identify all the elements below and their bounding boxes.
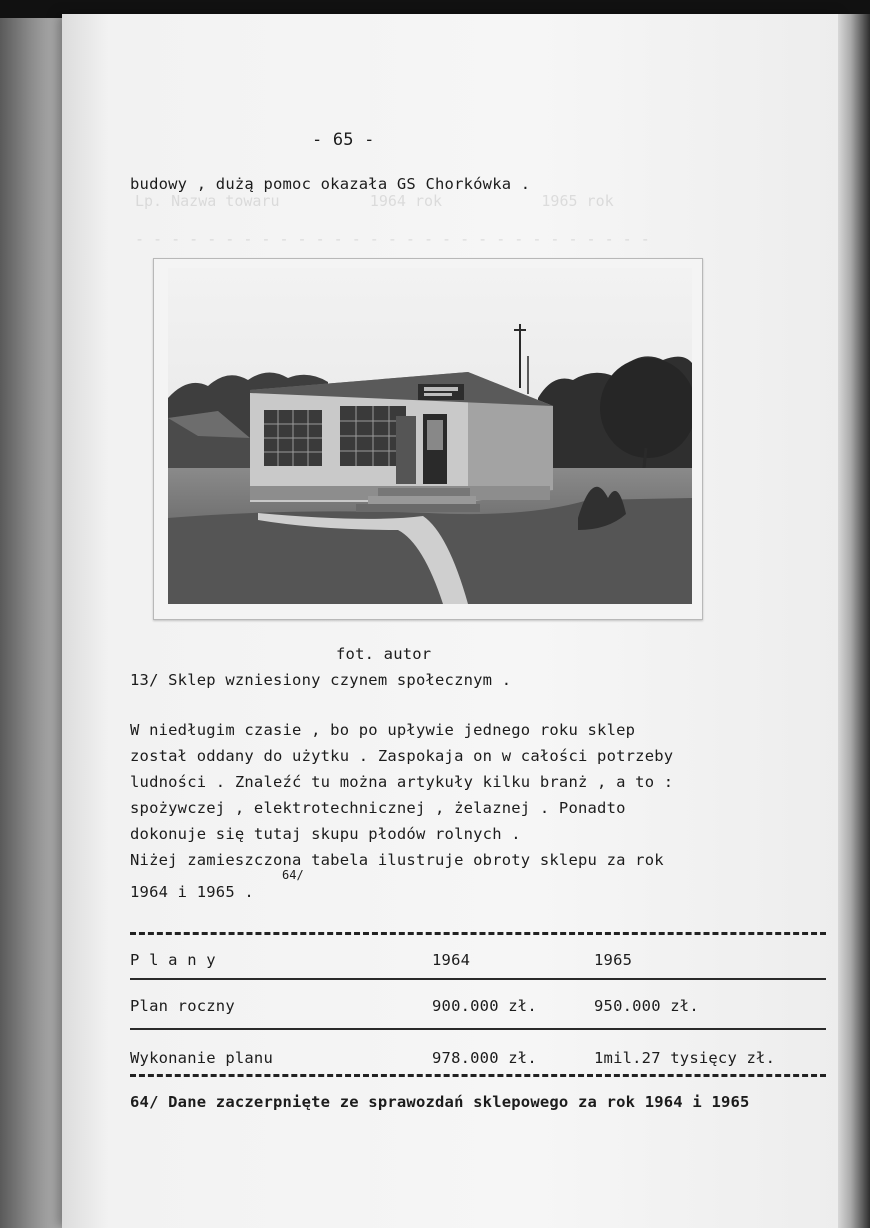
table-cell-row2-1964: 978.000 zł. [432, 1049, 537, 1067]
table-cell-row1-1965: 950.000 zł. [594, 997, 699, 1015]
shop-building-image [168, 268, 692, 604]
table-bottom-rule [130, 1074, 826, 1077]
page-edge-shadow [838, 14, 870, 1228]
table-cell-row2-label: Wykonanie planu [130, 1049, 273, 1067]
footnote: 64/ Dane zaczerpnięte ze sprawozdań sklepowego za rok 1964 i 1965 [130, 1093, 750, 1111]
paragraph-line: W niedługim czasie , bo po upływie jednego roku sklep [130, 721, 636, 739]
table-cell-row1-1964: 900.000 zł. [432, 997, 537, 1015]
bleed-through-text: Lp. Nazwa towaru 1964 rok 1965 rok [135, 192, 614, 210]
table-header-plans: P l a n y [130, 951, 216, 969]
table-rule [130, 978, 826, 980]
paragraph-line: został oddany do użytku . Zaspokaja on w całości potrzeby [130, 747, 674, 765]
shop-photograph [168, 268, 692, 604]
binding-shadow [0, 18, 70, 1228]
bleed-through-rule: - - - - - - - - - - - - - - - - - - - - - - - - - - - - - [135, 230, 650, 248]
table-header-1965: 1965 [594, 951, 633, 969]
table-rule [130, 1028, 826, 1030]
table-header-1964: 1964 [432, 951, 471, 969]
table-cell-row2-1965: 1mil.27 tysięcy zł. [594, 1049, 776, 1067]
paragraph-line: Niżej zamieszczona tabela ilustruje obroty sklepu za rok [130, 851, 664, 869]
footnote-reference: 64/ [282, 868, 304, 882]
paragraph-line: 1964 i 1965 . [130, 883, 254, 901]
table-cell-row1-label: Plan roczny [130, 997, 235, 1015]
page-number: - 65 - [312, 130, 375, 150]
photo-caption: 13/ Sklep wzniesiony czynem społecznym . [130, 671, 512, 689]
paragraph-line: dokonuje się tutaj skupu płodów rolnych . [130, 825, 521, 843]
paragraph-line: spożywczej , elektrotechnicznej , żelaznej . Ponadto [130, 799, 626, 817]
table-top-rule [130, 932, 826, 935]
photo-credit: fot. autor [336, 645, 432, 663]
intro-line: budowy , dużą pomoc okazała GS Chorkówka . [130, 175, 531, 193]
paragraph-line: ludności . Znaleźć tu można artykuły kilku branż , a to : [130, 773, 674, 791]
